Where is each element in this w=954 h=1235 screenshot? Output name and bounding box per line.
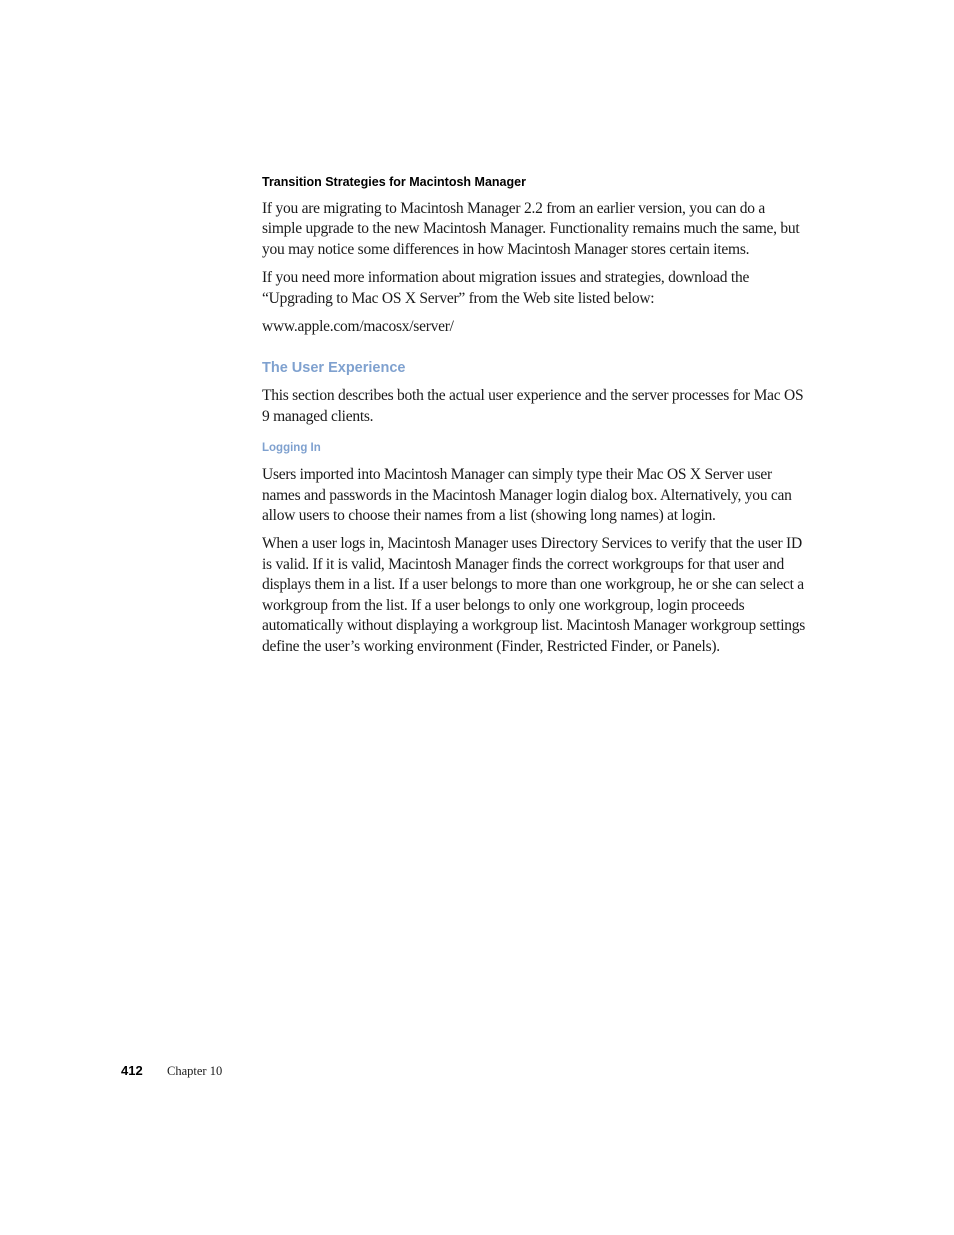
transition-paragraph-1: If you are migrating to Macintosh Manager 2.2 from an earlier version, you can do a simple upgrade to the new Macintosh Manager. Functionality remains much the same, but you may notice some differences in how Macintosh Manager stores certain items. <box>262 200 800 258</box>
page-footer <box>121 1063 222 1079</box>
user-experience-heading: The User Experience <box>262 360 406 377</box>
logging-in-paragraph-1: Users imported into Macintosh Manager can simply type their Mac OS X Server user names and passwords in the Macintosh Manager login dialog box. Alternatively, you can allow users to choose their names from a list (showing long names) at login. <box>262 466 792 525</box>
logging-in-heading: Logging In <box>262 442 321 455</box>
chapter-label: Chapter 10 <box>167 1064 223 1078</box>
transition-strategies-heading: Transition Strategies for Macintosh Manager <box>262 175 526 189</box>
logging-in-paragraph-2: When a user logs in, Macintosh Manager uses Directory Services to verify that the user ID is valid. If it is valid, Macintosh Manager finds the correct workgroups for that user and displays them in a list. If a user belongs to more than one workgroup, he or she can select a workgroup from the list. If a user belongs to only one workgroup, login proceeds automatically without displaying a workgroup list. Macintosh Manager workgroup settings define the user’s working environment (Finder, Restricted Finder, or Panels). <box>262 535 806 655</box>
transition-paragraph-2: If you need more information about migration issues and strategies, download the “Upgrading to Mac OS X Server” from the Web site listed below: <box>262 269 750 307</box>
server-url: www.apple.com/macosx/server/ <box>262 318 454 336</box>
page-content <box>262 174 807 665</box>
page-number: 412 <box>121 1063 143 1078</box>
user-experience-paragraph: This section describes both the actual user experience and the server processes for Mac OS 9 managed clients. <box>262 387 804 425</box>
